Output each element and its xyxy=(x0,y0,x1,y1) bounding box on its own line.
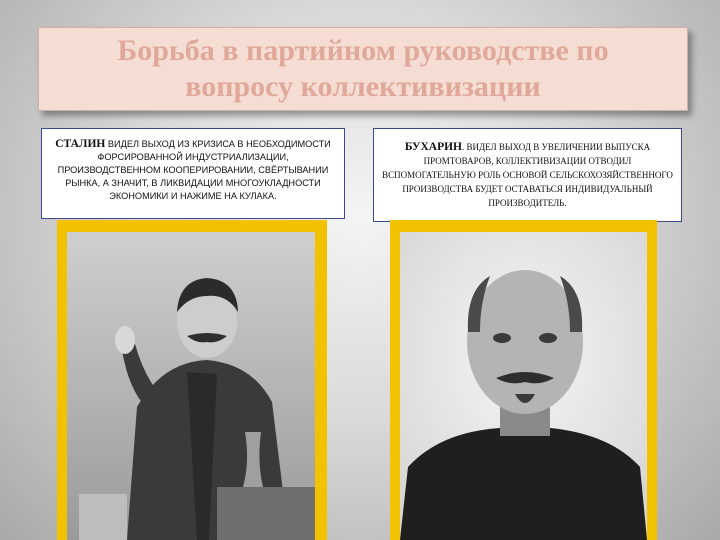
stalin-text-card xyxy=(41,128,345,219)
title-line-2: вопросу коллективизации xyxy=(185,70,541,103)
title-box xyxy=(38,27,688,111)
stalin-text: ВИДЕЛ ВЫХОД ИЗ КРИЗИСА В НЕОБХОДИМОСТИ ФОРСИРОВАННОЙ ИНДУСТРИАЛИЗАЦИИ, ПРОИЗВОДСТВЕННОМ КООПЕРИРОВАНИИ, СВЁРТЫВАНИИ РЫНКА, А ЗНАЧИТ, В ЛИКВИДАЦИИ МНОГОУКЛАДНОСТИ ЭКОНОМИКИ И НАЖИМЕ НА КУЛАКА. xyxy=(57,139,331,201)
bukharin-name: БУХАРИН xyxy=(404,141,462,153)
bukharin-description xyxy=(374,129,681,210)
stalin-description xyxy=(42,129,344,203)
title-line-1: Борьба в партийном руководстве по xyxy=(117,34,609,67)
stalin-photo-frame xyxy=(57,220,327,540)
stalin-photo xyxy=(67,232,315,540)
bukharin-text-card xyxy=(373,128,682,222)
slide-title xyxy=(63,33,663,105)
bukharin-photo-frame xyxy=(390,220,657,540)
bukharin-text: . ВИДЕЛ ВЫХОД В УВЕЛИЧЕНИИ ВЫПУСКА ПРОМТОВАРОВ, КОЛЛЕКТИВИЗАЦИИ ОТВОДИЛ ВСПОМОГАТЕЛЬНУЮ РОЛЬ ОСНОВОЙ СЕЛЬСКОХОЗЯЙСТВЕННОГО ПРОИЗВОДСТВА БУДЕТ ОСТАВАТЬСЯ ИНДИВИДУАЛЬНЫЙ ПРОИЗВОДИТЕЛЬ. xyxy=(382,142,673,208)
stalin-name: СТАЛИН xyxy=(55,138,106,150)
bukharin-photo xyxy=(400,232,647,540)
